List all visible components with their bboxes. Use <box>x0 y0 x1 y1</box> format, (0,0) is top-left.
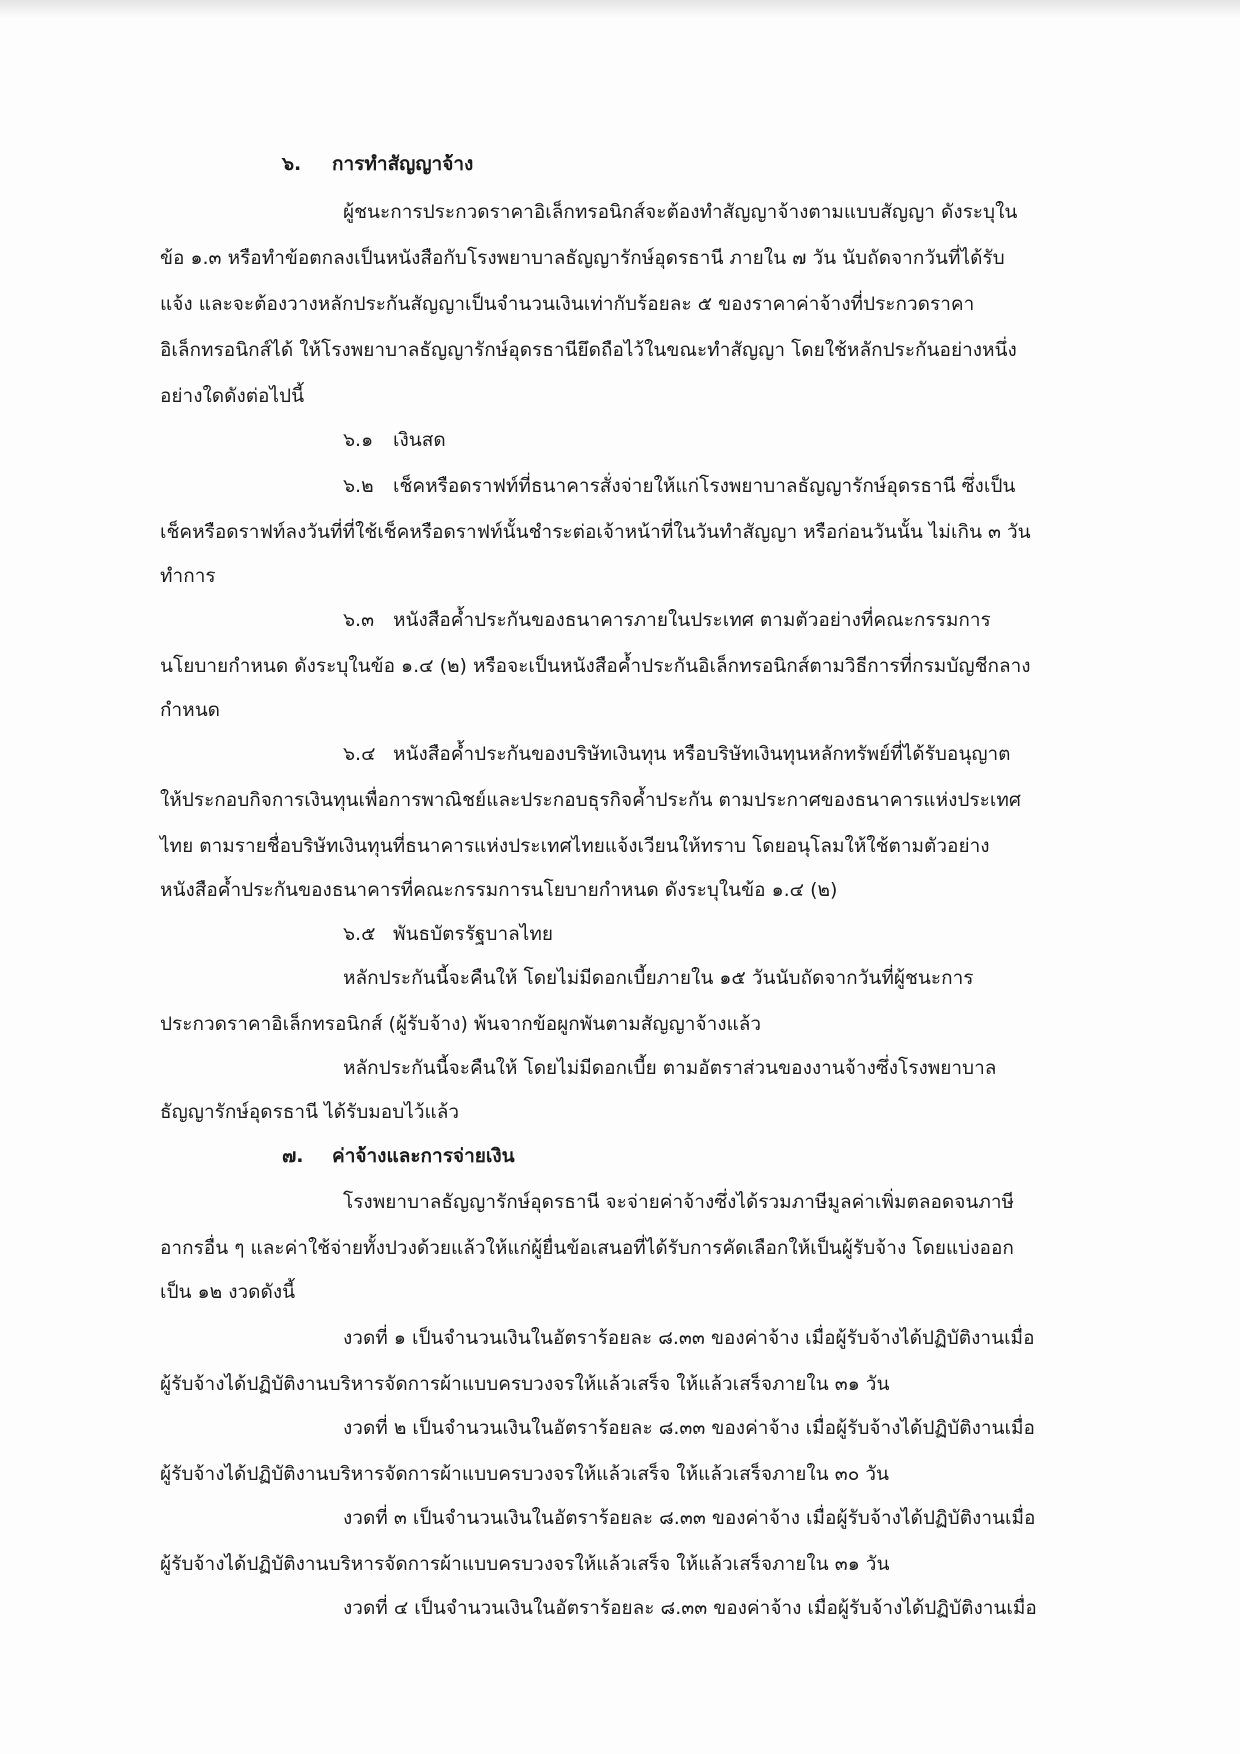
section-6-title: การทำสัญญาจ้าง <box>332 153 474 175</box>
item-text: หนังสือค้ำประกันของธนาคารภายในประเทศ ตามตัวอย่างที่คณะกรรมการ <box>393 609 991 631</box>
section-6-intro-line: ข้อ ๑.๓ หรือทำข้อตกลงเป็นหนังสือกับโรงพยาบาลธัญญารักษ์อุดรธานี ภายใน ๗ วัน นับถัดจากวันที่ได้รับ <box>160 247 1005 269</box>
installment-2-line: ผู้รับจ้างได้ปฏิบัติงานบริหารจัดการผ้าแบบครบวงจรให้แล้วเสร็จ ให้แล้วเสร็จภายใน ๓๐ วัน <box>160 1463 889 1485</box>
section-7-intro-line: เป็น ๑๒ งวดดังนี้ <box>160 1281 296 1303</box>
item-6-4-line: หนังสือค้ำประกันของธนาคารที่คณะกรรมการนโยบายกำหนด ดังระบุในข้อ ๑.๔ (๒) <box>160 879 838 901</box>
item-6-3-line: นโยบายกำหนด ดังระบุในข้อ ๑.๔ (๒) หรือจะเป็นหนังสือค้ำประกันอิเล็กทรอนิกส์ตามวิธีการที่กรมบัญชีกลาง <box>160 655 1031 677</box>
scan-shadow <box>0 0 1240 18</box>
section-6-intro-line: อิเล็กทรอนิกส์ได้ ให้โรงพยาบาลธัญญารักษ์อุดรธานียึดถือไว้ในขณะทำสัญญา โดยใช้หลักประกันอย่างหนึ่ง <box>160 339 1017 361</box>
item-number: ๖.๕ <box>343 923 376 945</box>
section-6-number: ๖. <box>282 153 302 175</box>
section-7-heading <box>282 1142 515 1170</box>
item-6-2 <box>343 472 1015 500</box>
return-paragraph-1-line: ประกวดราคาอิเล็กทรอนิกส์ (ผู้รับจ้าง) พ้นจากข้อผูกพันตามสัญญาจ้างแล้ว <box>160 1013 762 1035</box>
item-text: เช็คหรือดราฟท์ที่ธนาคารสั่งจ่ายให้แก่โรงพยาบาลธัญญารักษ์อุดรธานี ซึ่งเป็น <box>393 475 1016 497</box>
installment-1-line: ผู้รับจ้างได้ปฏิบัติงานบริหารจัดการผ้าแบบครบวงจรให้แล้วเสร็จ ให้แล้วเสร็จภายใน ๓๑ วัน <box>160 1373 890 1395</box>
section-6-heading <box>282 150 473 178</box>
item-6-2-line: ทำการ <box>160 565 216 587</box>
installment-3-line: งวดที่ ๓ เป็นจำนวนเงินในอัตราร้อยละ ๘.๓๓ ของค่าจ้าง เมื่อผู้รับจ้างได้ปฏิบัติงานเมื่อ <box>343 1507 1036 1529</box>
section-7-intro-line: อากรอื่น ๆ และค่าใช้จ่ายทั้งปวงด้วยแล้วให้แก่ผู้ยื่นข้อเสนอที่ได้รับการคัดเลือกให้เป็นผู้รับจ้าง โดยแบ่งออก <box>160 1237 1014 1259</box>
item-6-4-line: ไทย ตามรายชื่อบริษัทเงินทุนที่ธนาคารแห่งประเทศไทยแจ้งเวียนให้ทราบ โดยอนุโลมให้ใช้ตามตัวอย่าง <box>160 835 990 857</box>
section-7-title: ค่าจ้างและการจ่ายเงิน <box>332 1145 515 1167</box>
return-paragraph-1-line: หลักประกันนี้จะคืนให้ โดยไม่มีดอกเบี้ยภายใน ๑๕ วันนับถัดจากวันที่ผู้ชนะการ <box>343 967 974 989</box>
item-6-4 <box>343 740 1011 768</box>
item-text: หนังสือค้ำประกันของบริษัทเงินทุน หรือบริษัทเงินทุนหลักทรัพย์ที่ได้รับอนุญาต <box>393 743 1011 765</box>
item-number: ๖.๔ <box>343 743 376 765</box>
item-6-1 <box>343 426 446 454</box>
item-text: พันธบัตรรัฐบาลไทย <box>393 923 553 945</box>
item-6-2-line: เช็คหรือดราฟท์ลงวันที่ที่ใช้เช็คหรือดราฟท์นั้นชำระต่อเจ้าหน้าที่ในวันทำสัญญา หรือก่อนวันนั้น ไม่เกิน ๓ วัน <box>160 521 1031 543</box>
item-6-3 <box>343 606 991 634</box>
section-7-number: ๗. <box>282 1145 304 1167</box>
return-paragraph-2-line: ธัญญารักษ์อุดรธานี ได้รับมอบไว้แล้ว <box>160 1101 460 1123</box>
section-6-intro-line: อย่างใดดังต่อไปนี้ <box>160 385 305 407</box>
return-paragraph-2-line: หลักประกันนี้จะคืนให้ โดยไม่มีดอกเบี้ย ตามอัตราส่วนของงานจ้างซึ่งโรงพยาบาล <box>343 1057 997 1079</box>
item-6-4-line: ให้ประกอบกิจการเงินทุนเพื่อการพาณิชย์และประกอบธุรกิจค้ำประกัน ตามประกาศของธนาคารแห่งประเทศ <box>160 789 1021 811</box>
item-number: ๖.๒ <box>343 475 374 497</box>
installment-1-line: งวดที่ ๑ เป็นจำนวนเงินในอัตราร้อยละ ๘.๓๓ ของค่าจ้าง เมื่อผู้รับจ้างได้ปฏิบัติงานเมื่อ <box>343 1327 1035 1349</box>
item-number: ๖.๑ <box>343 429 374 451</box>
item-6-5 <box>343 920 553 948</box>
section-6-intro-line: แจ้ง และจะต้องวางหลักประกันสัญญาเป็นจำนวนเงินเท่ากับร้อยละ ๕ ของราคาค่าจ้างที่ประกวดราคา <box>160 293 975 315</box>
item-text: เงินสด <box>393 429 446 451</box>
section-7-intro-line: โรงพยาบาลธัญญารักษ์อุดรธานี จะจ่ายค่าจ้างซึ่งได้รวมภาษีมูลค่าเพิ่มตลอดจนภาษี <box>343 1191 1015 1213</box>
installment-4-line: งวดที่ ๔ เป็นจำนวนเงินในอัตราร้อยละ ๘.๓๓ ของค่าจ้าง เมื่อผู้รับจ้างได้ปฏิบัติงานเมื่อ <box>343 1597 1037 1619</box>
item-number: ๖.๓ <box>343 609 375 631</box>
installment-3-line: ผู้รับจ้างได้ปฏิบัติงานบริหารจัดการผ้าแบบครบวงจรให้แล้วเสร็จ ให้แล้วเสร็จภายใน ๓๑ วัน <box>160 1553 890 1575</box>
section-6-intro-line: ผู้ชนะการประกวดราคาอิเล็กทรอนิกส์จะต้องทำสัญญาจ้างตามแบบสัญญา ดังระบุใน <box>343 201 1018 223</box>
item-6-3-line: กำหนด <box>160 699 221 721</box>
installment-2-line: งวดที่ ๒ เป็นจำนวนเงินในอัตราร้อยละ ๘.๓๓ ของค่าจ้าง เมื่อผู้รับจ้างได้ปฏิบัติงานเมื่อ <box>343 1417 1035 1439</box>
